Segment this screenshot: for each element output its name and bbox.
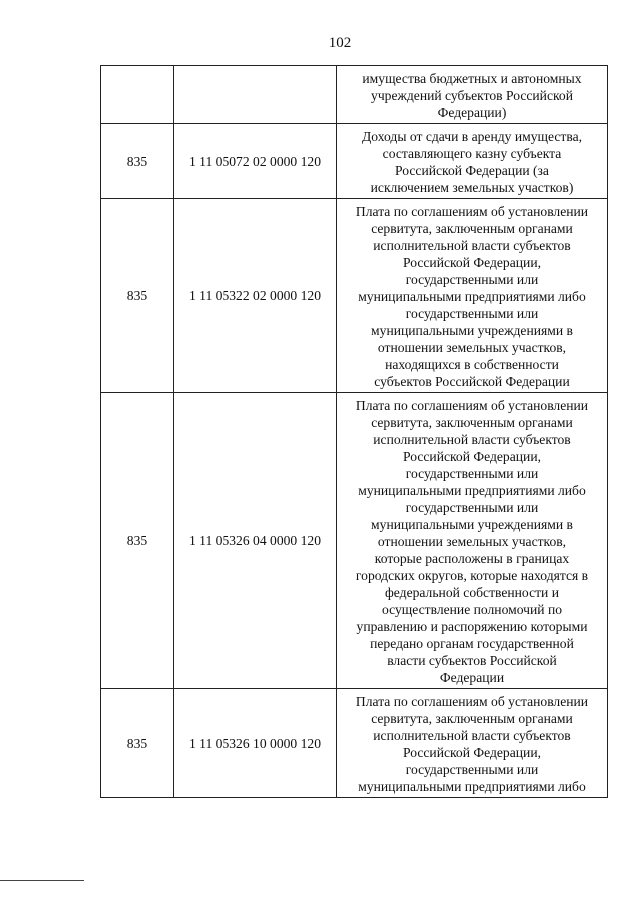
revenue-name-line: исполнительной власти субъектов — [373, 238, 571, 253]
revenue-name-line: находящихся в собственности — [385, 357, 559, 372]
revenue-name-line: осуществление полномочий по — [381, 602, 563, 617]
revenue-name-cell — [337, 199, 608, 393]
revenue-name-line: которые расположены в границах — [374, 551, 570, 566]
revenue-name-line: субъектов Российской Федерации — [374, 374, 570, 389]
revenue-name-line: учреждений субъектов Российской — [371, 88, 573, 103]
admin-code-cell: 835 — [101, 124, 174, 199]
table-body — [101, 66, 608, 798]
revenue-name-cell — [337, 393, 608, 689]
revenue-name-line: Российской Федерации, — [403, 449, 541, 464]
table-row — [101, 689, 608, 798]
revenue-name-line: муниципальными предприятиями либо — [358, 779, 586, 794]
table-row — [101, 66, 608, 124]
revenue-name-line: Плата по соглашениям об установлении — [355, 694, 589, 709]
table-row — [101, 124, 608, 199]
revenue-name-line: муниципальными учреждениями в — [371, 323, 573, 338]
revenue-name-line: исполнительной власти субъектов — [373, 728, 571, 743]
revenue-name-line: передано органам государственной — [370, 636, 574, 651]
revenue-name-line: государственными или — [405, 500, 539, 515]
revenue-name-line: исключением земельных участков) — [370, 180, 574, 195]
revenue-name-line: Федерации — [439, 670, 505, 685]
revenue-name-line: федеральной собственности и — [385, 585, 559, 600]
revenue-name-line: Доходы от сдачи в аренду имущества, — [362, 129, 582, 144]
budget-classification-code-cell: 1 11 05326 10 0000 120 — [174, 689, 337, 798]
revenue-name-line: Российской Федерации, — [403, 255, 541, 270]
revenue-name-cell — [337, 66, 608, 124]
revenue-name-line: Российской Федерации, — [403, 745, 541, 760]
revenue-codes-table — [100, 65, 608, 798]
budget-classification-code-cell: 1 11 05326 04 0000 120 — [174, 393, 337, 689]
admin-code-cell: 835 — [101, 689, 174, 798]
revenue-name-line: муниципальными учреждениями в — [371, 517, 573, 532]
budget-classification-code-cell — [174, 66, 337, 124]
revenue-name-line: сервитута, заключенным органами — [371, 711, 573, 726]
revenue-name-line: государственными или — [405, 466, 539, 481]
table-row — [101, 199, 608, 393]
revenue-name-cell — [337, 689, 608, 798]
revenue-name-line: власти субъектов Российской — [387, 653, 557, 668]
revenue-name-line: сервитута, заключенным органами — [371, 221, 573, 236]
revenue-name-line: отношении земельных участков, — [377, 534, 567, 549]
table-row — [101, 393, 608, 689]
revenue-name-line: отношении земельных участков, — [377, 340, 567, 355]
revenue-name-cell — [337, 124, 608, 199]
admin-code-cell: 835 — [101, 393, 174, 689]
revenue-name-line: составляющего казну субъекта — [382, 146, 562, 161]
admin-code-cell — [101, 66, 174, 124]
revenue-name-line: исполнительной власти субъектов — [373, 432, 571, 447]
budget-classification-code-cell: 1 11 05072 02 0000 120 — [174, 124, 337, 199]
revenue-name-line: сервитута, заключенным органами — [371, 415, 573, 430]
revenue-name-line: государственными или — [405, 272, 539, 287]
admin-code-cell: 835 — [101, 199, 174, 393]
footnote-rule — [0, 880, 84, 881]
revenue-name-line: городских округов, которые находятся в — [355, 568, 589, 583]
budget-classification-code-cell: 1 11 05322 02 0000 120 — [174, 199, 337, 393]
page-number: 102 — [328, 35, 352, 51]
revenue-name-line: имущества бюджетных и автономных — [362, 71, 582, 86]
revenue-name-line: Плата по соглашениям об установлении — [355, 204, 589, 219]
revenue-name-line: Российской Федерации (за — [395, 163, 549, 178]
revenue-name-line: государственными или — [405, 762, 539, 777]
revenue-name-line: государственными или — [405, 306, 539, 321]
revenue-name-line: муниципальными предприятиями либо — [358, 483, 586, 498]
revenue-name-line: Федерации) — [437, 105, 507, 120]
revenue-name-line: управлению и распоряжению которыми — [356, 619, 588, 634]
revenue-name-line: муниципальными предприятиями либо — [358, 289, 586, 304]
revenue-name-line: Плата по соглашениям об установлении — [355, 398, 589, 413]
